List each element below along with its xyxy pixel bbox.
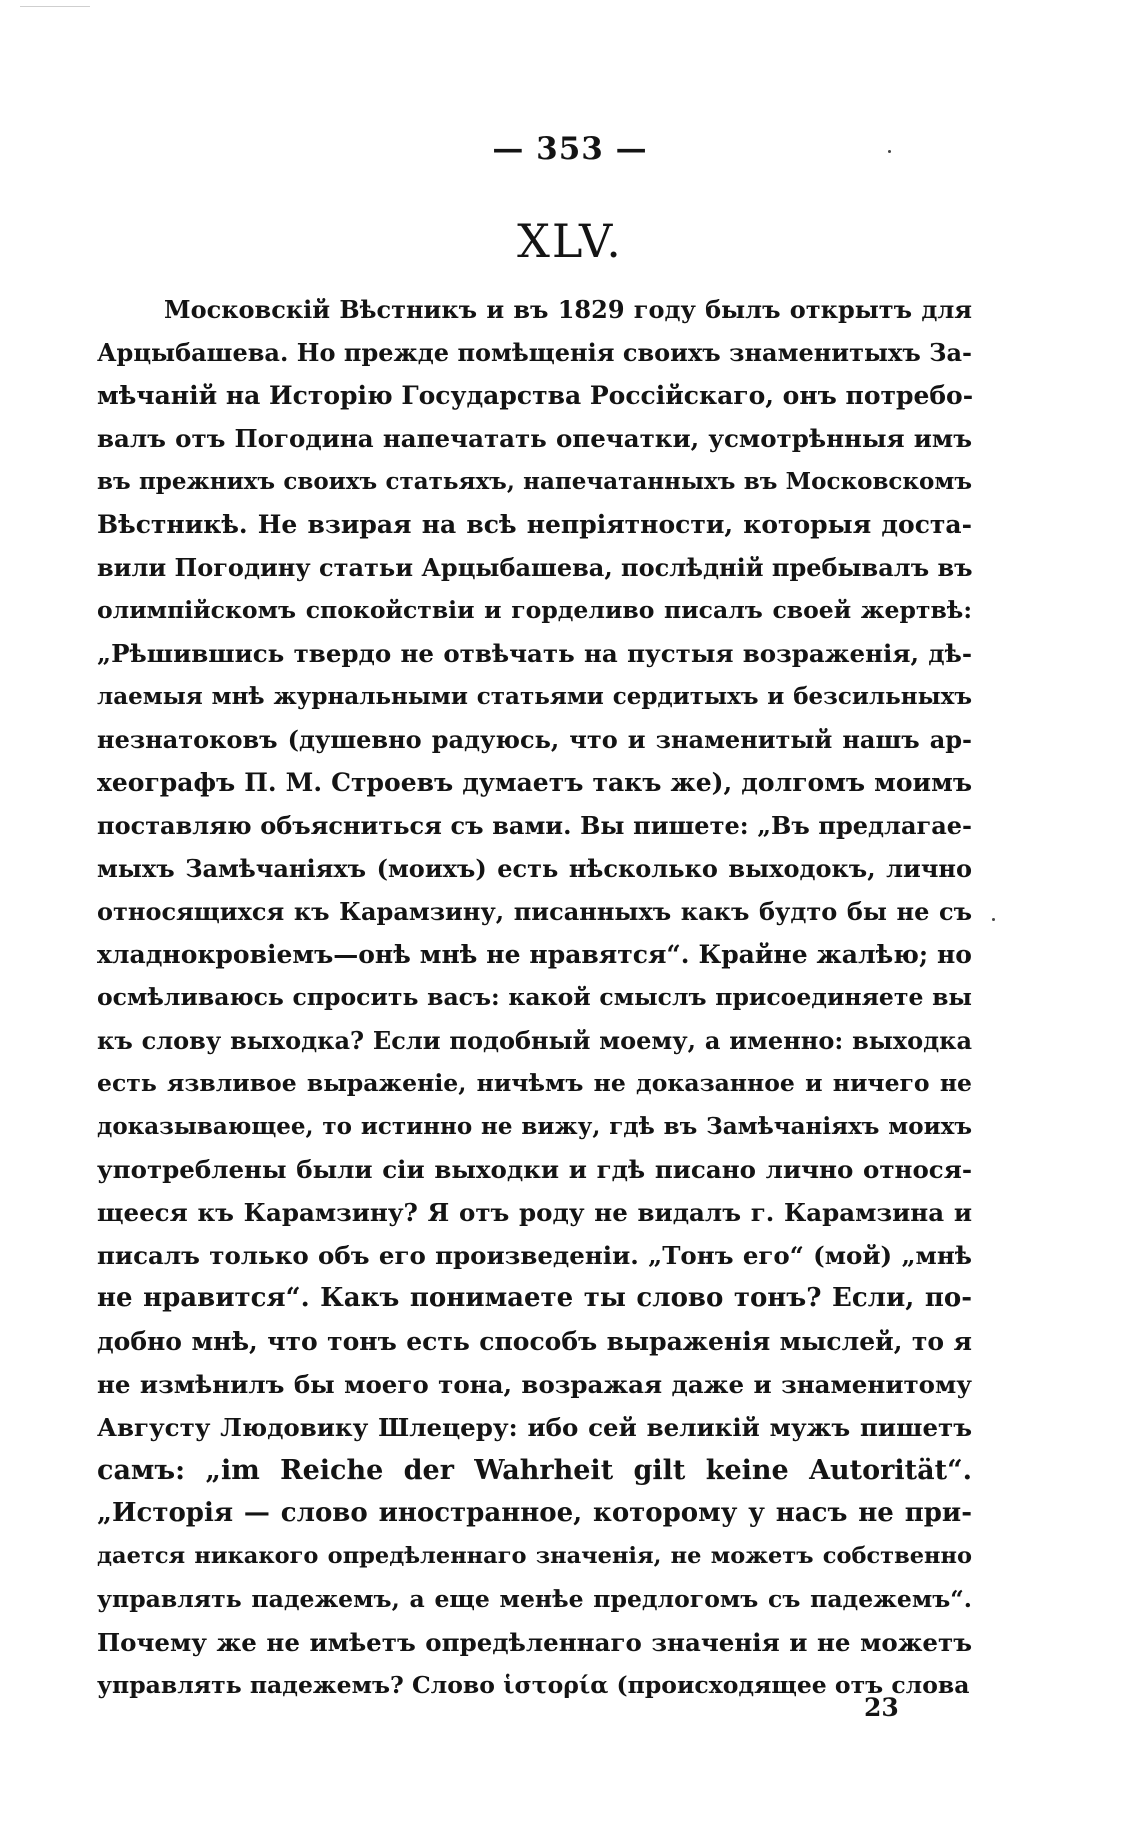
text-line: „Рѣшившись твердо не отвѣчать на пустыя возраженія, дѣ- [97, 639, 972, 668]
text-line: есть язвливое выраженіе, ничѣмъ не доказанное и ничего не [97, 1069, 972, 1097]
text-line: управлять падежемъ, а еще менѣе предлогомъ съ падежемъ“. [97, 1585, 972, 1613]
text-line: добно мнѣ, что тонъ есть способъ выраженія мыслей, то я [97, 1327, 972, 1356]
page-number: — 353 — [492, 131, 648, 167]
text-line: употреблены были сіи выходки и гдѣ писано лично относя- [97, 1155, 972, 1184]
text-line: не нравится“. Какъ понимаете ты слово тонъ? Если, по- [97, 1283, 972, 1313]
text-line: писалъ только объ его произведеніи. „Тонъ его“ (мой) „мнѣ [97, 1241, 972, 1270]
body-text [97, 288, 972, 1707]
text-line: къ слову выходка? Если подобный моему, а именно: выходка [97, 1026, 972, 1055]
text-line: „Исторія — слово иностранное, которому у насъ не при- [97, 1498, 972, 1528]
text-line: щееся къ Карамзину? Я отъ роду не видалъ г. Карамзина и [97, 1198, 972, 1227]
text-line: олимпійскомъ спокойствіи и горделиво писалъ своей жертвѣ: [97, 596, 972, 624]
scan-speck [888, 150, 891, 153]
text-line: въ прежнихъ своихъ статьяхъ, напечатанныхъ въ Московскомъ [97, 468, 972, 495]
text-line: Арцыбашева. Но прежде помѣщенія своихъ знаменитыхъ За- [97, 338, 972, 367]
chapter-title: XLV. [517, 214, 623, 268]
text-line: лаемыя мнѣ журнальными статьями сердитыхъ и безсильныхъ [97, 683, 972, 710]
text-line: самъ: „im Reiche der Wahrheit gilt keine Autorität“. [97, 1455, 972, 1486]
text-line: незнатоковъ (душевно радуюсь, что и знаменитый нашъ ар- [97, 725, 972, 754]
text-line: управлять падежемъ? Слово ἱστορία (происходящее отъ слова [97, 1671, 970, 1699]
text-line: валъ отъ Погодина напечатать опечатки, усмотрѣнныя имъ [97, 424, 972, 453]
text-line: хладнокровіемъ—онѣ мнѣ не нравятся“. Крайне жалѣю; но [97, 940, 972, 969]
text-line: Вѣстникѣ. Не взирая на всѣ непріятности, которыя доста- [97, 510, 972, 539]
text-line: не измѣнилъ бы моего тона, возражая даже и знаменитому [97, 1370, 972, 1399]
signature-mark: 23 [864, 1693, 899, 1722]
scan-speck [992, 918, 995, 921]
text-line: Августу Людовику Шлецеру: ибо сей великій мужъ пишетъ [97, 1413, 972, 1442]
text-line: поставляю объясниться съ вами. Вы пишете: „Въ предлагае- [97, 811, 972, 840]
scan-edge-mark [20, 6, 90, 7]
text-line: осмѣливаюсь спросить васъ: какой смыслъ присоединяете вы [97, 983, 972, 1011]
text-line: Московскій Вѣстникъ и въ 1829 году былъ открытъ для [164, 295, 972, 324]
text-line: дается никакого опредѣленнаго значенія, не можетъ собственно [97, 1543, 972, 1569]
text-line: относящихся къ Карамзину, писанныхъ какъ будто бы не съ [97, 897, 972, 926]
text-line: вили Погодину статьи Арцыбашева, послѣдній пребывалъ въ [97, 553, 973, 582]
text-line: мыхъ Замѣчаніяхъ (моихъ) есть нѣсколько выходокъ, лично [97, 854, 972, 883]
text-line: доказывающее, то истинно не вижу, гдѣ въ Замѣчаніяхъ моихъ [97, 1113, 972, 1140]
text-line: хеографъ П. М. Строевъ думаетъ такъ же), долгомъ моимъ [97, 768, 972, 797]
text-line: Почему же не имѣетъ опредѣленнаго значенія и не можетъ [97, 1628, 972, 1657]
text-line: мѣчаній на Исторію Государства Россійскаго, онъ потребо- [97, 381, 974, 410]
